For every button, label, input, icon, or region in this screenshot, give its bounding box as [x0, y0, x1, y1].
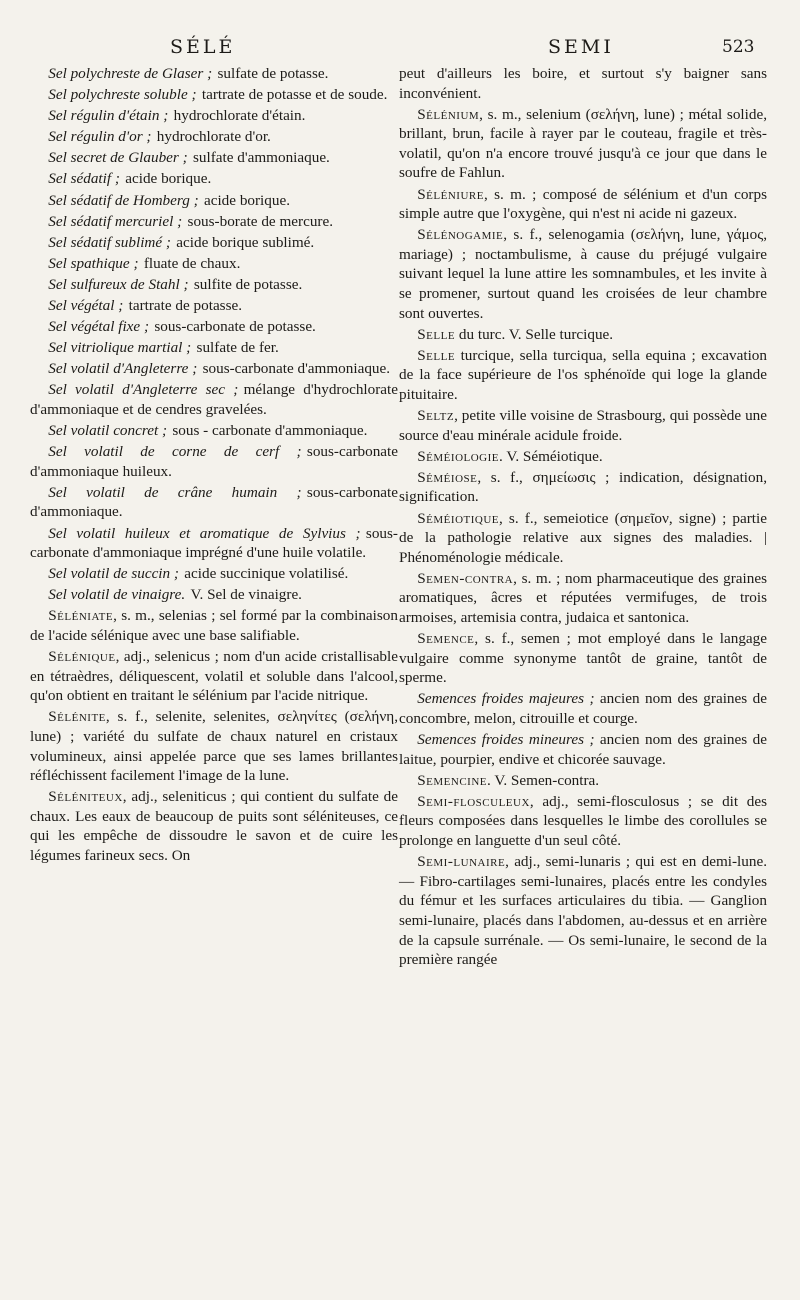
- dictionary-entry: [399, 689, 767, 728]
- dictionary-entry: [399, 447, 767, 467]
- entry-definition: , s. m. ; nom pharmaceutique des graines aromatiques, âcres et réputées vermifuges, de trois armoises, artemisia contra, judaica et santonica.: [399, 569, 767, 627]
- dictionary-entry: [30, 707, 398, 785]
- dictionary-entry: [30, 380, 398, 419]
- entry-term: Sel volatil huileux et aromatique de Sylvius ;: [48, 524, 361, 542]
- entry-term: Sel végétal ;: [48, 297, 124, 315]
- entry-term: Sel volatil d'Angleterre sec ;: [48, 381, 239, 399]
- dictionary-entry: [30, 212, 398, 232]
- entry-definition: sulfate d'ammoniaque.: [193, 149, 330, 167]
- entry-headword: Semence: [417, 630, 475, 648]
- dictionary-entry: [30, 483, 398, 522]
- dictionary-entry: [30, 442, 398, 481]
- dictionary-entry: [30, 524, 398, 563]
- right-column: [399, 64, 767, 971]
- dictionary-entry: [399, 771, 767, 791]
- left-column: [30, 64, 398, 867]
- entry-definition: acide borique.: [203, 191, 291, 209]
- entry-definition: sulfate de potasse.: [217, 65, 329, 82]
- entry-definition: tartrate de potasse.: [128, 297, 243, 315]
- dictionary-entry: [30, 106, 398, 126]
- entry-headword: Selle: [417, 325, 456, 343]
- dictionary-entry: [399, 629, 767, 688]
- entry-headword: Séléniteux: [48, 788, 123, 806]
- dictionary-entry: [30, 85, 398, 105]
- entry-term: Sel polychreste soluble ;: [48, 86, 197, 104]
- entry-definition: ancien nom des graines de concombre, melon, citrouille et courge.: [399, 690, 768, 727]
- entry-definition: , adj., seleniticus ; qui contient du sulfate de chaux. Les eaux de beaucoup de puits sont séléniteuses, ce qui les empêche de dissoudre le savon et de cuire les légumes farineux secs. On: [30, 788, 398, 865]
- entry-definition: fluate de chaux.: [143, 254, 241, 272]
- entry-term: Sel végétal fixe ;: [48, 318, 150, 336]
- entry-definition: acide borique.: [125, 170, 212, 188]
- entry-definition: . V. Séméiotique.: [499, 447, 603, 465]
- entry-headword: Séméiose: [417, 468, 478, 486]
- entry-headword: Seltz: [417, 407, 455, 425]
- entry-term: Semences froides majeures ;: [417, 690, 595, 708]
- dictionary-entry: [30, 564, 398, 584]
- entry-term: Sel volatil de succin ;: [48, 565, 179, 583]
- entry-headword: Séméiologie: [417, 447, 499, 465]
- entry-definition: hydrochlorate d'étain.: [173, 107, 306, 125]
- dictionary-entry: [30, 296, 398, 316]
- entry-definition: , s. f., selenogamia (σελήνη, lune, γάμος, mariage) ; noctambulisme, à cause du préjugé vulgaire suivant lequel la lune attire les somnambules, et les invite à se promener, surtout quand les croisées de leur chambre sont ouvertes.: [399, 226, 767, 322]
- entry-headword: Sélénite: [48, 708, 106, 726]
- entry-headword: Semen-contra: [417, 569, 514, 587]
- dictionary-entry: [399, 792, 767, 851]
- running-head-left: SÉLÉ: [170, 36, 236, 58]
- dictionary-entry: [399, 185, 767, 224]
- entry-definition: , s. f., selenite, selenites, σεληνίτες (σελήνη, lune) ; variété du sulfate de chaux naturel en cristaux volumineux, ainsi appelée parce que ses lames brillantes réfléchissent facilement l'image de la lune.: [30, 708, 398, 785]
- entry-definition: sous-carbonate de potasse.: [154, 318, 316, 336]
- entry-headword: Semi-lunaire: [417, 853, 506, 871]
- entry-definition: , adj., semi-lunaris ; qui est en demi-lune. — Fibro-cartilages semi-lunaires, placés entre les condyles du fémur et les surfaces articulaires du tibia. — Ganglion semi-lunaire, placés dans l'abdomen, au-dessus et en arrière de la capsule surrénale. — Os semi-lunaire, le second de la première rangée: [399, 853, 767, 969]
- entry-term: Semences froides mineures ;: [417, 731, 595, 749]
- entry-definition: , s. f., semeiotice (σημεῖον, signe) ; partie de la pathologie relative aux signes des maladies. | Phénoménologie médicale.: [399, 509, 767, 566]
- dictionary-entry: [30, 275, 398, 295]
- entry-term: Sel sédatif de Homberg ;: [48, 191, 199, 209]
- entry-term: Sel volatil de vinaigre.: [48, 586, 186, 604]
- entry-term: Sel secret de Glauber ;: [48, 149, 188, 167]
- dictionary-entry: [30, 233, 398, 253]
- entry-definition: , s. m., selenias ; sel formé par la combinaison de l'acide sélénique avec une base salifiable.: [30, 607, 398, 645]
- entry-definition: sous-carbonate d'ammoniaque.: [30, 483, 398, 521]
- entry-definition: , petite ville voisine de Strasbourg, qui possède une source d'eau minérale acidule froide.: [399, 407, 767, 444]
- dictionary-entry: [30, 64, 398, 84]
- dictionary-entry: [30, 169, 398, 189]
- entry-term: Sel volatil concret ;: [48, 422, 168, 440]
- entry-term: Sel volatil de crâne humain ;: [48, 483, 302, 501]
- entry-term: Sel sédatif sublimé ;: [48, 233, 171, 251]
- entry-definition: acide borique sublimé.: [176, 233, 315, 251]
- entry-term: Sel vitriolique martial ;: [48, 339, 192, 357]
- dictionary-entry: [30, 585, 398, 605]
- entry-term: Sel polychreste de Glaser ;: [48, 65, 213, 82]
- entry-definition: sous - carbonate d'ammoniaque.: [172, 422, 368, 440]
- dictionary-entry: [30, 338, 398, 358]
- dictionary-entry: [399, 346, 767, 405]
- dictionary-entry: [30, 191, 398, 211]
- entry-definition: . V. Semen-contra.: [487, 771, 600, 789]
- entry-definition: V. Sel de vinaigre.: [190, 586, 302, 604]
- entry-continuation: peut d'ailleurs les boire, et surtout s'y baigner sans inconvénient.: [399, 65, 767, 102]
- entry-definition: sous-borate de mercure.: [187, 212, 334, 230]
- dictionary-entry: [30, 127, 398, 147]
- entry-headword: Semi-flosculeux: [417, 792, 530, 810]
- dictionary-entry: [30, 359, 398, 379]
- dictionary-entry: [30, 787, 398, 865]
- entry-headword: Sélénogamie: [417, 226, 504, 244]
- entry-definition: turcique, sella turciqua, sella equina ; excavation de la face supérieure de l'os sphénoïde qui loge la glande pituitaire.: [399, 346, 767, 403]
- running-header: [0, 36, 800, 62]
- entry-definition: acide succinique volatilisé.: [184, 565, 349, 583]
- entry-headword: Sélénium: [417, 105, 480, 123]
- entry-definition: ancien nom des graines de laitue, pourpier, endive et chicorée sauvage.: [399, 731, 768, 768]
- dictionary-entry: [399, 225, 767, 323]
- entry-term: Sel régulin d'étain ;: [48, 107, 169, 125]
- entry-definition: du turc. V. Selle turcique.: [455, 325, 614, 343]
- entry-definition: , s. m. ; composé de sélénium et d'un corps simple autre que l'oxygène, qui n'est ni acide ni gazeux.: [399, 185, 767, 223]
- dictionary-entry: [399, 406, 767, 445]
- entry-definition: , s. m., selenium (σελήνη, lune) ; métal solide, brillant, brun, facile à rayer par le couteau, fragile et très-volatil, qu'on n'a encore trouvé jusqu'à ce jour que dans le soufre de Fahlun.: [399, 105, 767, 182]
- entry-definition: sulfate de fer.: [196, 339, 279, 357]
- entry-term: Sel régulin d'or ;: [48, 128, 152, 146]
- entry-definition: , s. f., semen ; mot employé dans le langage vulgaire comme synonyme tantôt de graine, tantôt de sperme.: [399, 630, 767, 687]
- entry-definition: , adj., semi-flosculosus ; se dit des fleurs composées dans lesquelles le limbe des corollules se prolonge en languette d'un seul côté.: [399, 792, 767, 850]
- entry-definition: sulfite de potasse.: [193, 275, 303, 293]
- entry-term: Sel sulfureux de Stahl ;: [48, 275, 189, 293]
- dictionary-entry: [399, 468, 767, 507]
- entry-definition: , adj., selenicus ; nom d'un acide cristallisable en tétraèdres, déliquescent, volatil et soluble dans l'alcool, qu'on obtient en traitant le sélénium par l'acide nitrique.: [30, 648, 398, 705]
- entry-definition: sous-carbonate d'ammoniaque imprégné d'une huile volatile.: [30, 524, 398, 562]
- page-number: 523: [722, 37, 755, 57]
- dictionary-entry: [399, 509, 767, 568]
- entry-term: Sel sédatif mercuriel ;: [48, 212, 183, 230]
- dictionary-entry: [30, 148, 398, 168]
- entry-definition: hydrochlorate d'or.: [156, 128, 271, 146]
- dictionary-entry: [30, 254, 398, 274]
- running-head-right: SEMI: [548, 36, 614, 58]
- entry-headword: Semencine: [417, 771, 488, 789]
- entry-term: Sel spathique ;: [48, 254, 139, 272]
- entry-definition: sous-carbonate d'ammoniaque huileux.: [30, 443, 398, 480]
- dictionary-entry: [399, 569, 767, 628]
- entry-headword: Séméiotique: [417, 509, 499, 527]
- entry-term: Sel sédatif ;: [48, 170, 120, 188]
- entry-term: Sel volatil d'Angleterre ;: [48, 360, 198, 378]
- dictionary-entry: [399, 325, 767, 345]
- entry-definition: mélange d'hydrochlorate d'ammoniaque et de cendres gravelées.: [30, 381, 398, 418]
- dictionary-entry: [30, 317, 398, 337]
- dictionary-entry: [399, 730, 767, 769]
- dictionary-entry: [30, 421, 398, 441]
- entry-definition: , s. f., σημείωσις ; indication, désignation, signification.: [399, 468, 767, 506]
- entry-definition: sous-carbonate d'ammoniaque.: [202, 360, 391, 378]
- entry-term: Sel volatil de corne de cerf ;: [48, 443, 302, 461]
- entry-headword: Sélénique: [48, 648, 116, 666]
- dictionary-entry: [30, 647, 398, 706]
- entry-headword: Séléniate: [48, 607, 114, 625]
- dictionary-entry: [30, 606, 398, 645]
- entry-headword: Selle: [417, 346, 456, 364]
- dictionary-entry: [399, 64, 767, 103]
- entry-definition: tartrate de potasse et de soude.: [201, 86, 388, 104]
- dictionary-entry: [399, 852, 767, 970]
- dictionary-entry: [399, 105, 767, 183]
- entry-headword: Séléniure: [417, 185, 484, 203]
